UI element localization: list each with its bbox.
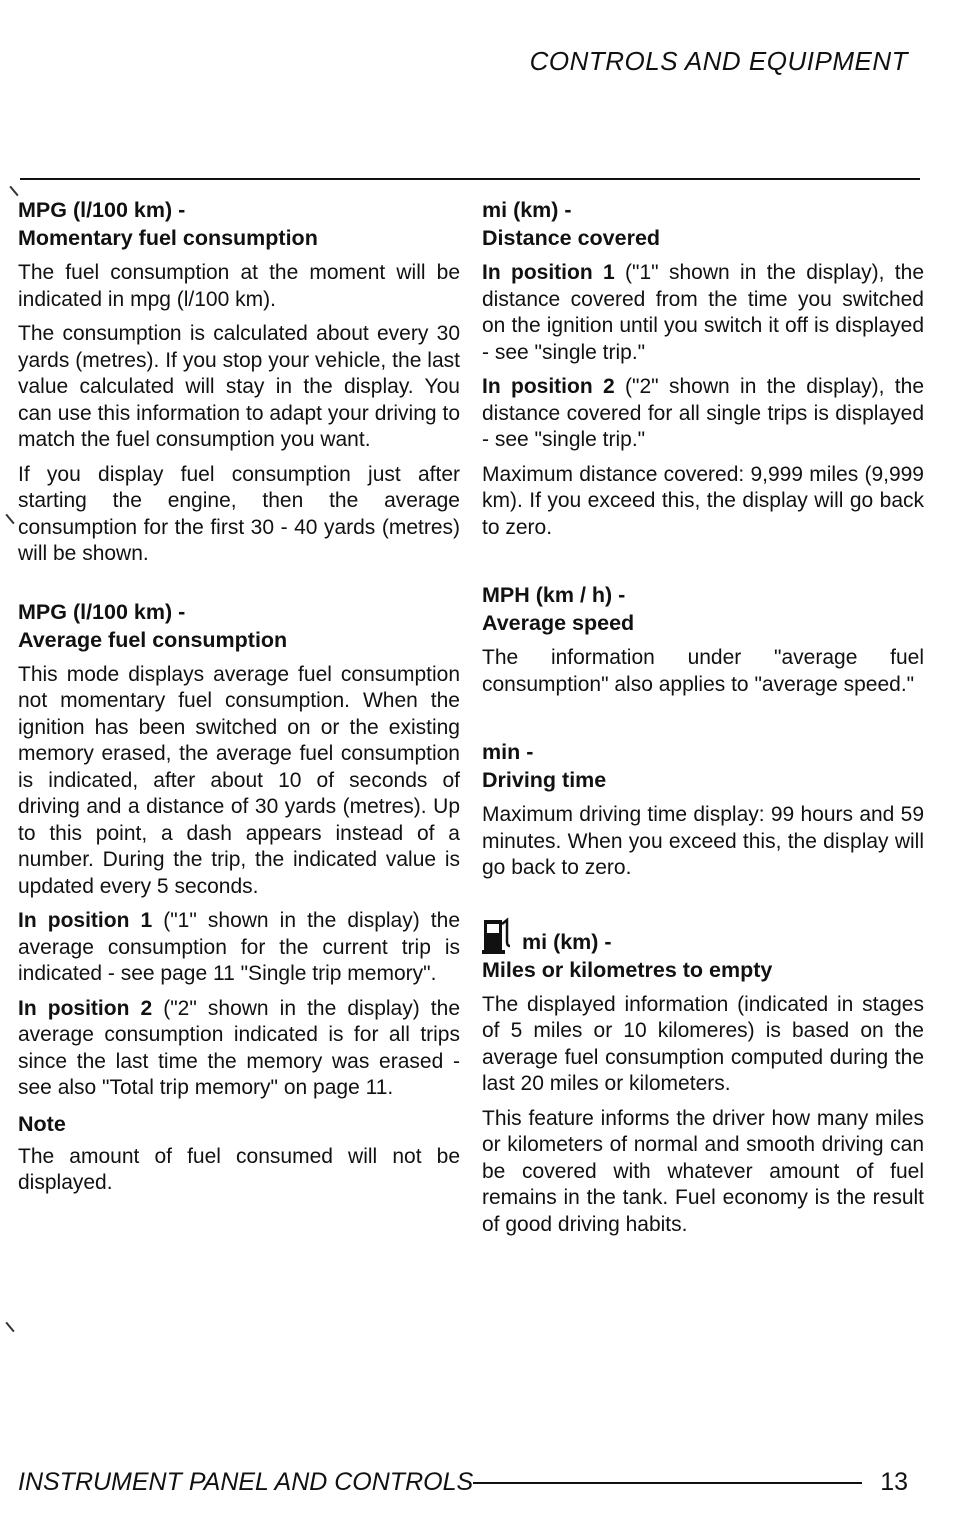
momentary-title-1: MPG (l/100 km) - [18,198,186,222]
empty-p1: The displayed information (indicated in stages of 5 miles or 10 kilomeres) is based on the average fuel consumption computed during the last 20 miles or kilometers. [482,992,924,1095]
footer-rule [473,1482,862,1484]
distance-pos1 [482,260,924,366]
distance-pos2-text: ("2" shown in the display), the distance covered for all single trips is displayed - see "single trip." [482,375,925,451]
distance-max: Maximum distance covered: 9,999 miles (9,999 km). If you exceed this, the display will go back to zero. [482,462,924,539]
margin-mark [5,514,14,524]
left-column [18,196,460,1227]
empty-title-2: Miles or kilometres to empty [482,957,773,982]
average-pos2-lead: In position 2 [18,996,153,1020]
average-p1: This mode displays average fuel consumption not momentary fuel consumption. When the ignition has been switched on or the existing memory erased, the average fuel consumption is indicated, after about 10 of seconds of driving and a distance of 30 yards (metres). Up to this point, a dash appears instead of a number. During the trip, the indicated value is updated every 5 seconds. [18,662,460,898]
time-title-1: min - [482,740,534,764]
distance-pos2 [482,374,924,454]
top-rule [20,178,920,180]
average-pos1-lead: In position 1 [18,909,153,932]
empty-heading-row [482,916,924,956]
average-pos2 [18,996,460,1102]
momentary-p2: The consumption is calculated about every 30 yards (metres). If you stop your vehicle, the last value calculated will stay in the display. You can use this information to adapt your driving to match the fuel consumption you want. [18,322,460,451]
page-number: 13 [880,1468,908,1496]
section-header: CONTROLS AND EQUIPMENT [529,46,908,76]
empty-heading [482,916,924,984]
fuel-pump-icon [482,916,512,954]
distance-section [482,196,924,541]
distance-pos1-text: ("1" shown in the display), the distance covered from the time you switched on the ignition until you switch it off is displayed - see "single trip." [482,261,925,364]
average-pos2-text: ("2" shown in the display) the average consumption indicated is for all trips since the last time the memory was erased - see also "Total trip memory" on page 11. [18,996,460,1099]
note-text: The amount of fuel consumed will not be displayed. [18,1144,460,1194]
average-title-2: Average fuel consumption [18,627,288,652]
distance-title-2: Distance covered [482,226,661,250]
momentary-p3: If you display fuel consumption just after starting the engine, then the average consumption for the first 30 - 40 yards (metres) will be shown. [18,462,460,565]
right-column [482,196,924,1268]
momentary-heading [18,196,460,252]
average-section [18,598,460,1197]
distance-pos2-lead: In position 2 [482,375,615,398]
momentary-title-2: Momentary fuel consumption [18,226,318,250]
average-pos1-text: ("1" shown in the display) the average consumption for the current trip is indicated - see page 11 "Single trip memory". [18,909,460,985]
distance-heading [482,196,924,252]
empty-section [482,916,924,1239]
time-section [482,738,924,882]
momentary-section [18,196,460,568]
empty-title-1: mi (km) - [522,929,612,954]
time-heading [482,738,924,794]
margin-mark [9,186,18,196]
margin-mark [5,1322,14,1332]
page-footer [18,1468,908,1497]
distance-pos1-lead: In position 1 [482,261,615,284]
note-title: Note [18,1111,66,1136]
momentary-p1: The fuel consumption at the moment will be indicated in mpg (l/100 km). [18,261,460,311]
empty-p2: This feature informs the driver how many miles or kilometers of normal and smooth driving can be covered with whatever amount of fuel remains in the tank. Fuel economy is the result of good driving habits. [482,1106,924,1236]
speed-title-2: Average speed [482,611,635,635]
average-pos1 [18,908,460,988]
footer-title: INSTRUMENT PANEL AND CONTROLS [18,1468,474,1496]
time-title-2: Driving time [482,768,607,792]
speed-heading [482,581,924,637]
average-title-1: MPG (l/100 km) - [18,599,186,624]
average-heading [18,598,460,654]
speed-title-1: MPH (km / h) - [482,583,626,607]
speed-p1: The information under "average fuel consumption" also applies to "average speed." [482,646,924,696]
distance-title-1: mi (km) - [482,198,572,222]
speed-section [482,581,924,698]
time-p1: Maximum driving time display: 99 hours and 59 minutes. When you exceed this, the display will go back to zero. [482,803,924,879]
